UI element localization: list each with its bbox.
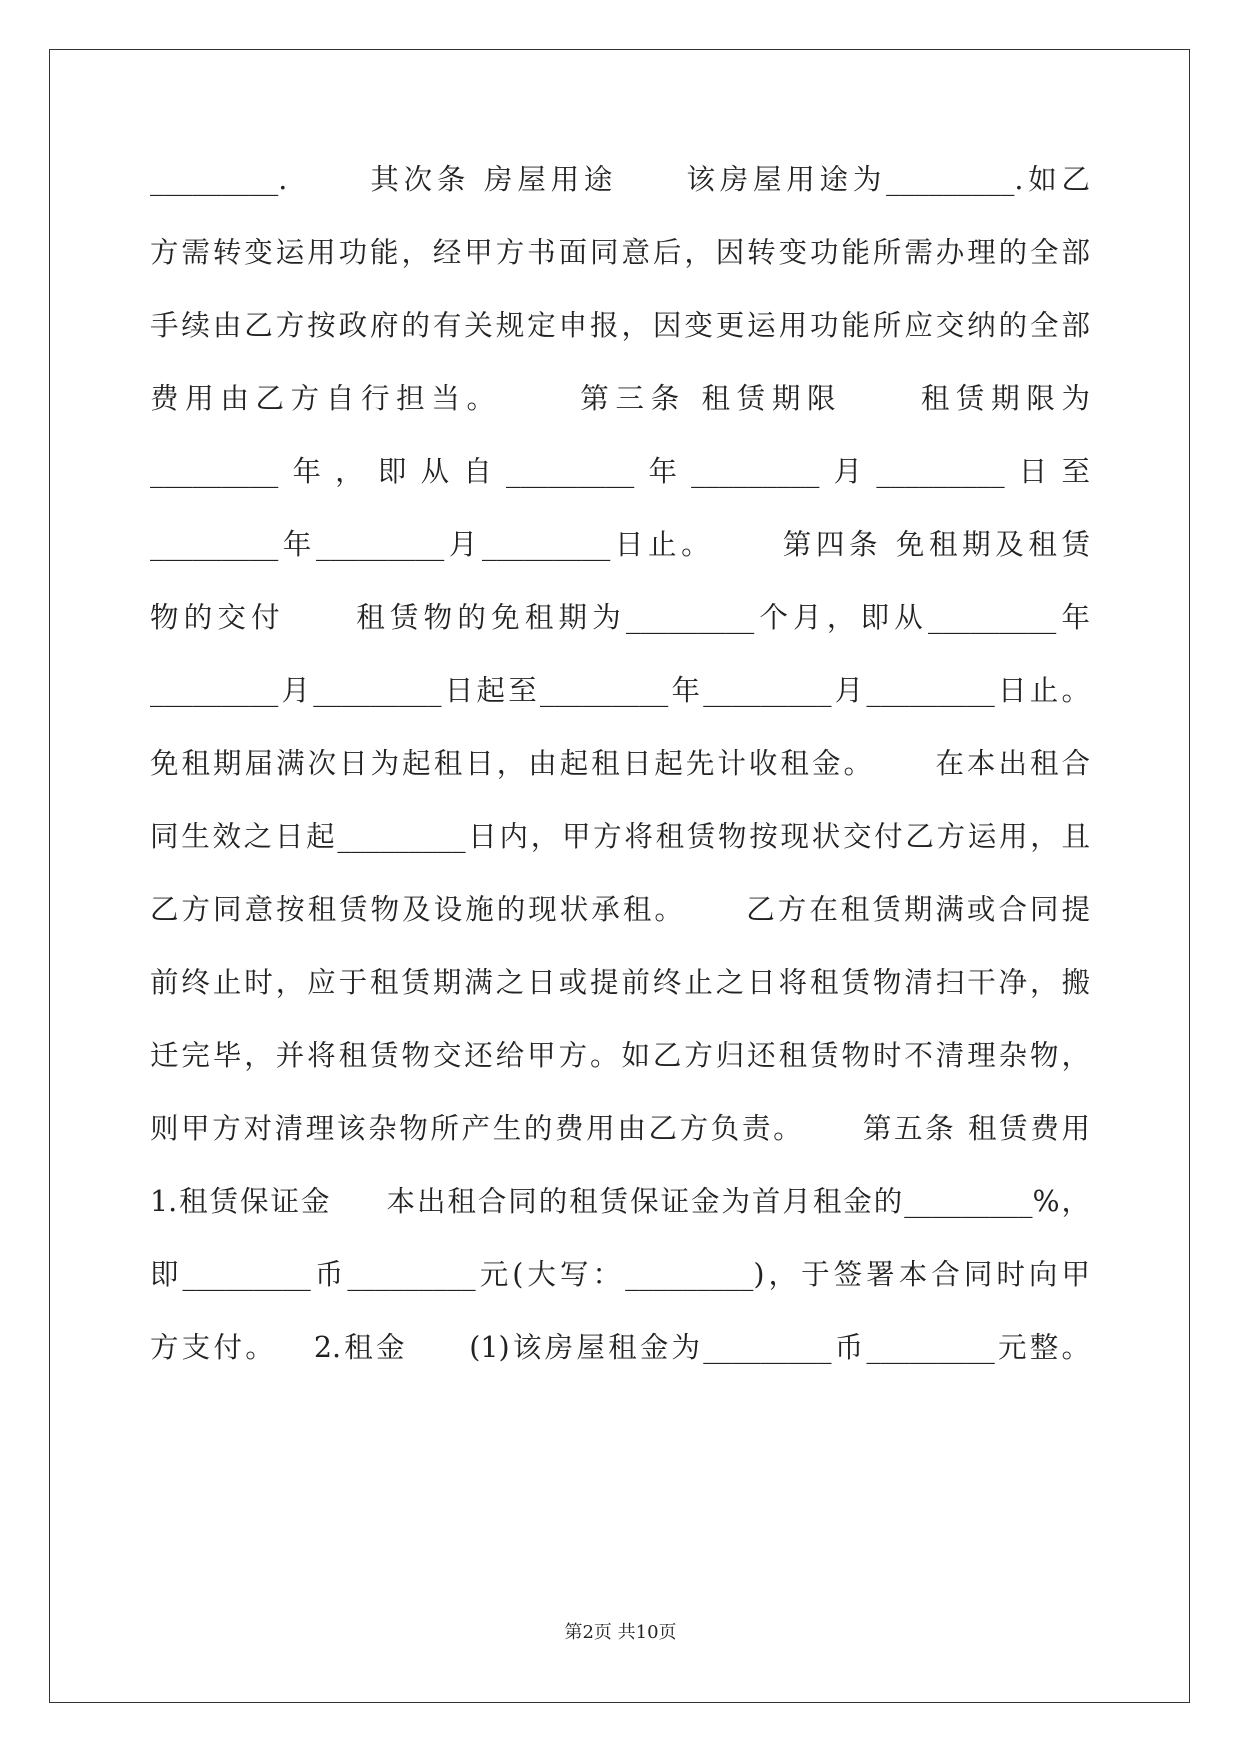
text-line: 同生效之日起_________日内，甲方将租赁物按现状交付乙方运用，且: [150, 820, 1090, 853]
text-line: _________月_________日起至_________年_________月_________日止。: [150, 674, 1090, 707]
text-line: 免租期届满次日为起租日，由起租日起先计收租金。 在本出租合: [150, 747, 1090, 780]
text-line: _________. 其次条 房屋用途 该房屋用途为_________.如乙: [150, 163, 1090, 196]
text-line: 方需转变运用功能，经甲方书面同意后，因转变功能所需办理的全部: [150, 236, 1090, 269]
text-line: _________年_________月_________日止。 第四条 免租期及租赁: [150, 528, 1090, 561]
text-line: 迁完毕，并将租赁物交还给甲方。如乙方归还租赁物时不清理杂物，: [150, 1039, 1090, 1072]
text-line: 费用由乙方自行担当。 第三条 租赁期限 租赁期限为: [150, 382, 1090, 415]
page-number-footer: 第2页 共10页: [564, 1622, 677, 1643]
text-line: 乙方同意按租赁物及设施的现状承租。 乙方在租赁期满或合同提: [150, 893, 1090, 926]
text-line: 则甲方对清理该杂物所产生的费用由乙方负责。 第五条 租赁费用: [150, 1112, 1090, 1145]
text-line: 方支付。 2.租金 (1)该房屋租金为_________币_________元整。: [150, 1331, 1090, 1364]
text-line: _________年，即从自_________年_________月_________日至: [150, 455, 1090, 488]
text-line: 前终止时，应于租赁期满之日或提前终止之日将租赁物清扫干净，搬: [150, 966, 1090, 999]
text-line: 物的交付 租赁物的免租期为_________个月，即从_________年: [150, 601, 1090, 634]
text-line: 即_________币_________元(大写：_________)，于签署本合同时向甲: [150, 1258, 1090, 1291]
page-border: [49, 49, 1190, 1703]
text-line: 1.租赁保证金 本出租合同的租赁保证金为首月租金的_________%，: [150, 1185, 1090, 1218]
text-line: 手续由乙方按政府的有关规定申报，因变更运用功能所应交纳的全部: [150, 309, 1090, 342]
